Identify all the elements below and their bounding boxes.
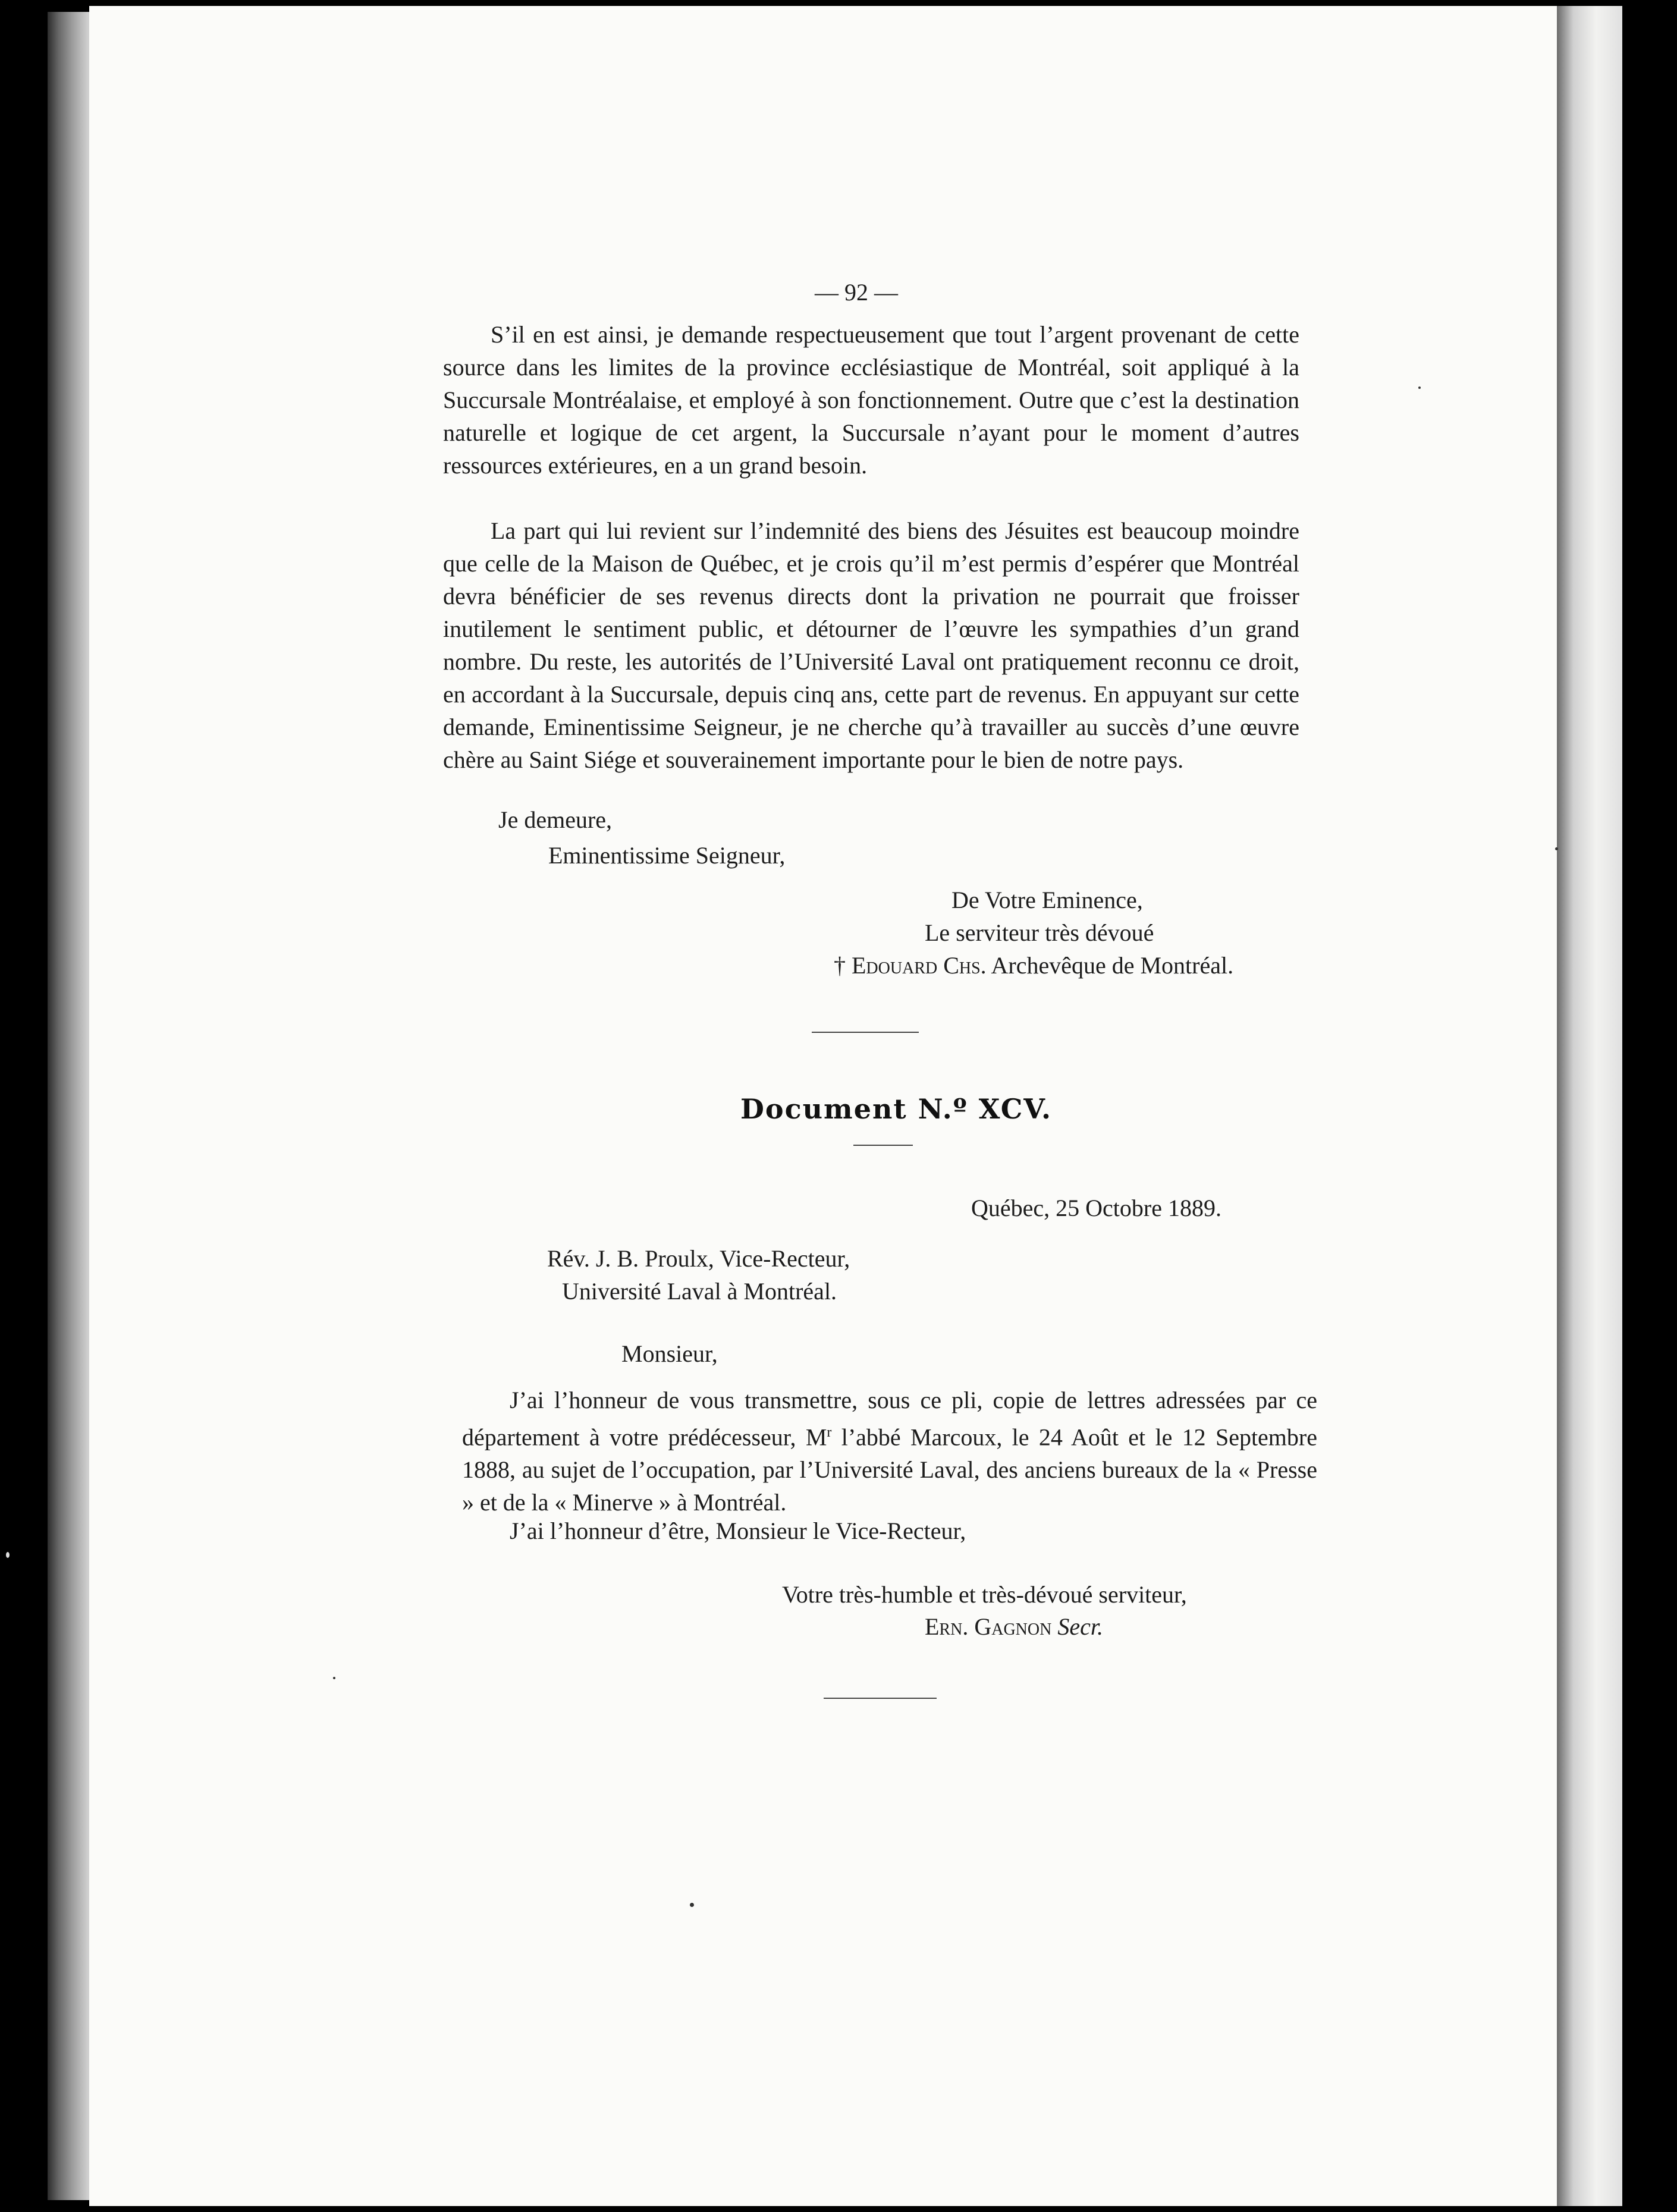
separator-rule-2 <box>853 1145 913 1146</box>
letter2-paragraph-1-part-2: l’abbé Marcoux, le 24 Août et le 12 Septembre 1888, au sujet de l’occupation, par l’Université Laval, des anciens bureaux de la « Presse » et de la « Minerve » à Montréal. <box>462 1424 1317 1516</box>
page-number: — 92 — <box>815 279 898 306</box>
letter1-closing-2: Eminentissime Seigneur, <box>548 842 786 869</box>
letter2-superscript: r <box>827 1425 832 1440</box>
scan-speck <box>1555 847 1558 850</box>
letter1-paragraph-2: La part qui lui revient sur l’indemnité des biens des Jésuites est beaucoup moindre que celle de la Maison de Québec, et je crois qu’il m’est permis d’espérer que Montréal devra bénéficier de ses revenus directs dont la privation ne pourrait que froisser inutilement le sentiment public, et détourner de l’œuvre les sympathies d’un grand nombre. Du reste, les autorités de l’Université Laval ont pratiquement reconnu ce droit, en accordant à la Succursale, depuis cinq ans, cette part de revenus. En appuyant sur cette demande, Eminentissime Seigneur, je ne cherche qu’à travailler au succès d’une œuvre chère au Saint Siége et souverainement importante pour le bien de notre pays. <box>443 517 1299 773</box>
letter2-signature-name-line <box>925 1613 1103 1641</box>
document-heading: Document N.º XCV. <box>740 1093 1052 1125</box>
letter2-paragraph-1-part-1: J’ai l’honneur de vous transmettre, sous ce pli, copie de lettres adressées par ce département à votre prédécesseur, M <box>462 1387 1317 1451</box>
letter1-signature-1: De Votre Eminence, <box>951 887 1143 913</box>
separator-rule-1 <box>812 1032 919 1033</box>
letter1-signer-title: Archevêque de Montréal. <box>991 952 1234 979</box>
letter2-paragraph-2: J’ai l’honneur d’être, Monsieur le Vice-Recteur, <box>510 1517 966 1544</box>
letter2-signer-name: Ern. Gagnon <box>925 1613 1052 1640</box>
letter2-address-2: Université Laval à Montréal. <box>562 1278 837 1305</box>
scan-speck <box>6 1552 10 1558</box>
page-right-edge <box>1557 6 1622 2206</box>
scan-speck <box>333 1677 335 1679</box>
letter1-signature-2: Le serviteur très dévoué <box>925 919 1154 946</box>
letter2-address-1: Rév. J. B. Proulx, Vice-Recteur, <box>547 1245 850 1272</box>
cross-symbol: † <box>834 952 846 979</box>
letter2-paragraph-1 <box>462 1384 1317 1519</box>
letter2-signer-title: Secr. <box>1057 1613 1103 1640</box>
letter2-signature-1: Votre très-humble et très-dévoué serviteur, <box>782 1581 1187 1608</box>
letter2-salutation: Monsieur, <box>621 1340 718 1367</box>
scan-speck <box>1418 387 1421 389</box>
letter1-signature-name-line <box>834 951 1233 979</box>
letter1-closing-1: Je demeure, <box>498 806 613 833</box>
separator-rule-3 <box>824 1698 937 1699</box>
letter1-paragraph-1: S’il en est ainsi, je demande respectueusement que tout l’argent provenant de cette source dans les limites de la province ecclésiastique de Montréal, soit appliqué à la Succursale Montréalaise, et employé à son fonctionnement. Outre que c’est la destination naturelle et logique de cet argent, la Succursale n’ayant pour le moment d’autres ressources extérieures, en a un grand besoin. <box>443 321 1299 479</box>
letter2-date: Québec, 25 Octobre 1889. <box>971 1195 1221 1221</box>
letter1-signer-name: Edouard Chs. <box>852 952 987 979</box>
scan-speck <box>690 1903 694 1907</box>
